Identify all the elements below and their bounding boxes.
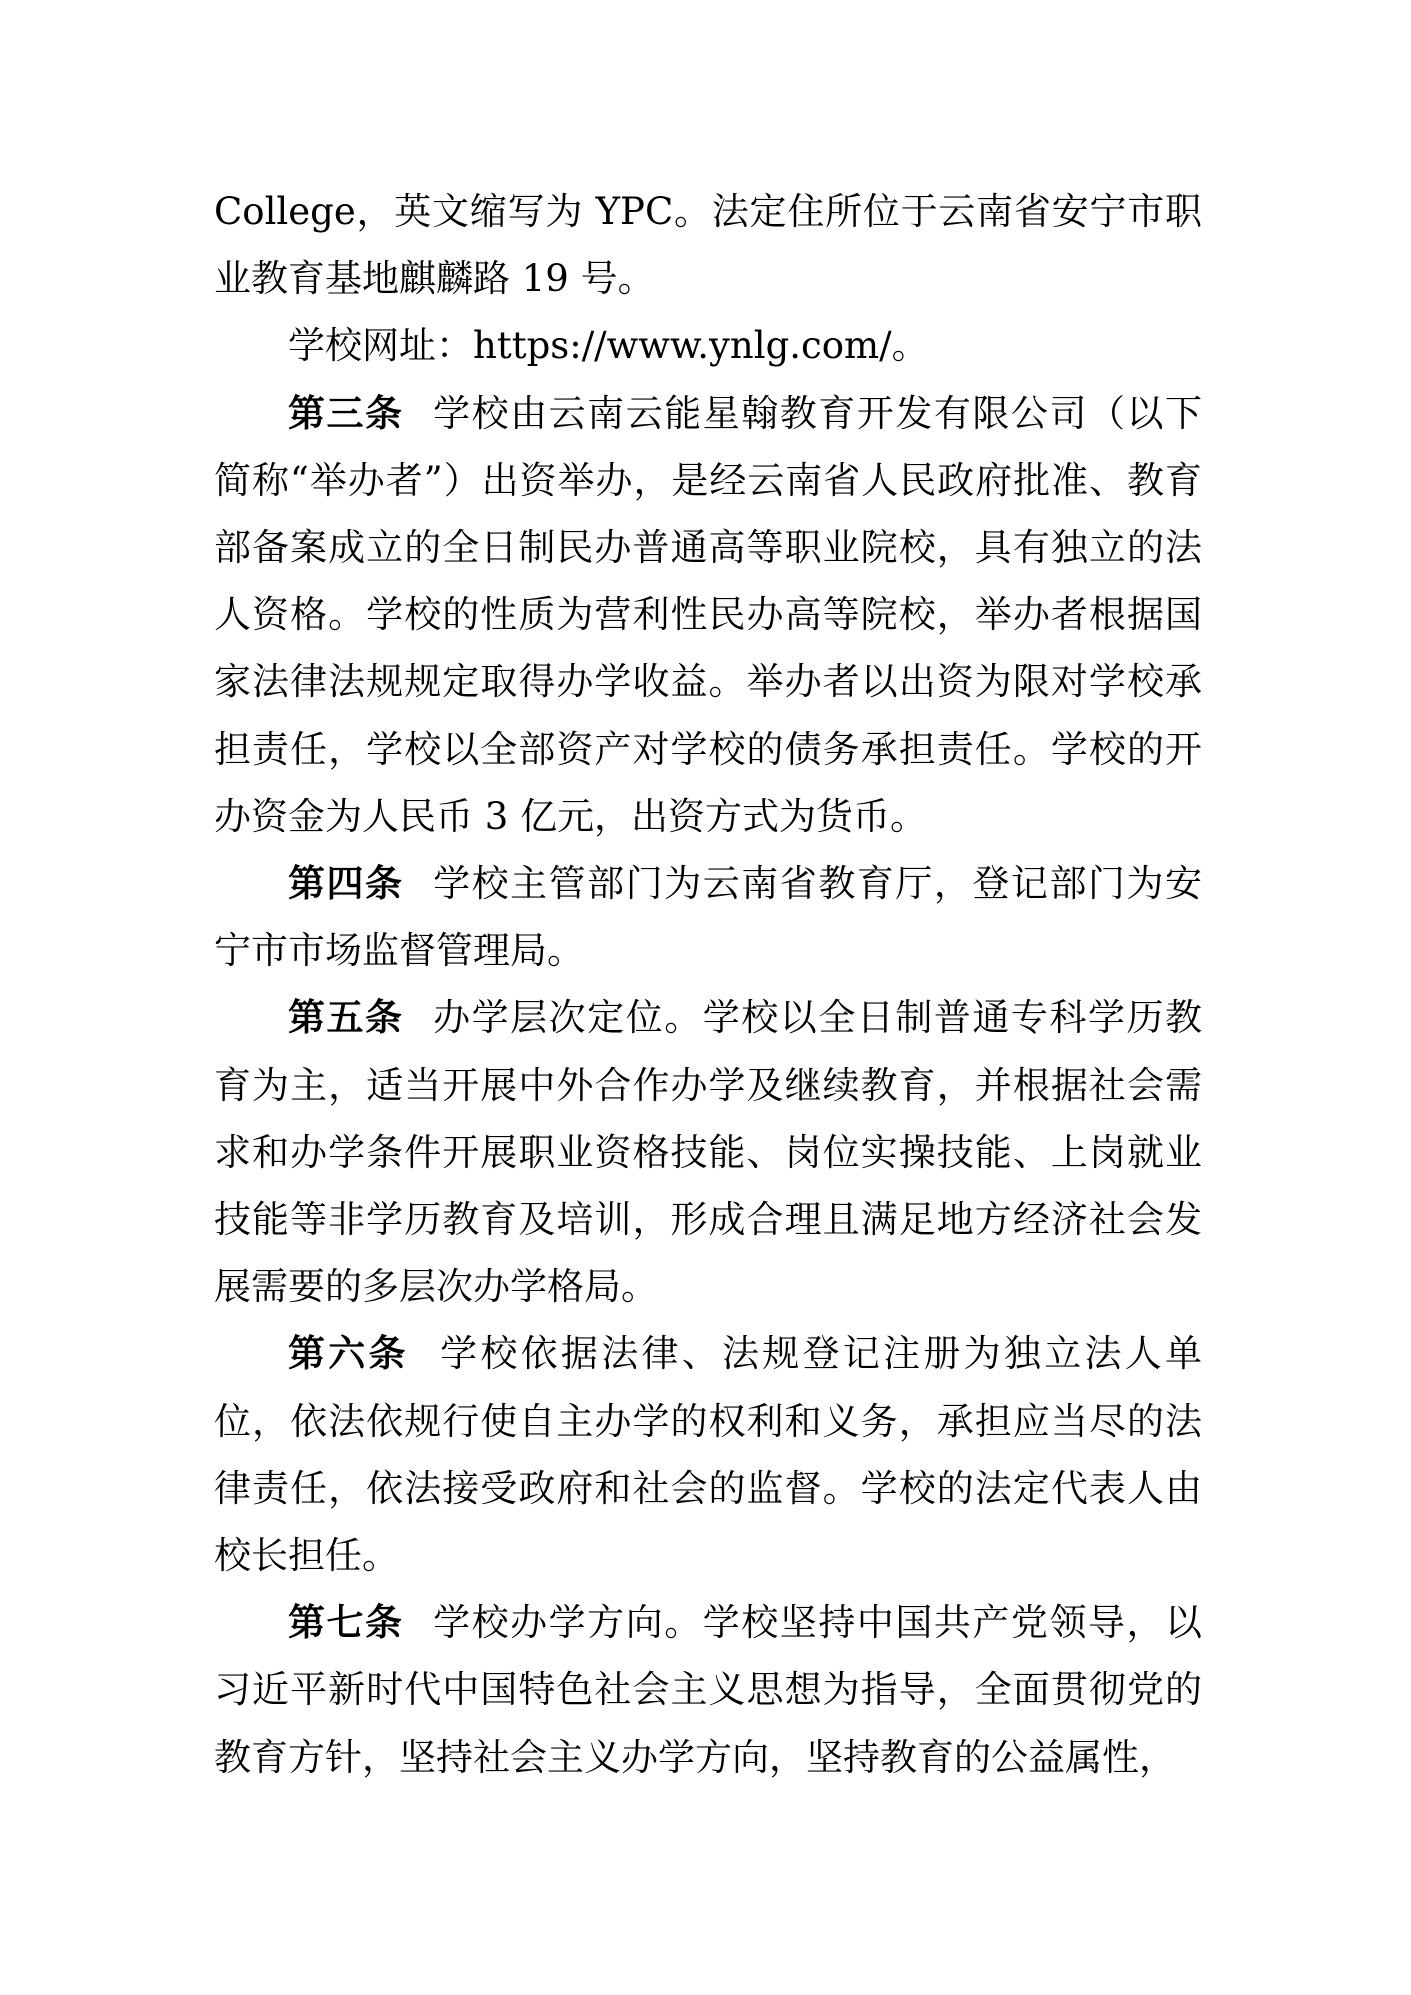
article-text: 学校办学方向。学校坚持中国共产党领导，以习近平新时代中国特色社会主义思想为指导，全面贯彻党的教育方针，坚持社会主义办学方向，坚持教育的公益属性， <box>214 1601 1203 1779</box>
article-heading: 第七条 <box>288 1601 404 1645</box>
paragraph-text: 学校网址：https://www.ynlg.com/。 <box>288 324 929 368</box>
article-heading: 第四条 <box>288 862 404 906</box>
article-heading: 第六条 <box>288 1332 409 1376</box>
document-page <box>214 178 1202 1791</box>
article-text: 学校主管部门为云南省教育厅，登记部门为安宁市市场监督管理局。 <box>214 862 1203 973</box>
article-7 <box>214 1589 1202 1791</box>
paragraph-school-website <box>214 312 1202 379</box>
article-heading: 第五条 <box>288 996 404 1040</box>
article-text: 办学层次定位。学校以全日制普通专科学历教育为主，适当开展中外合作办学及继续教育，并根据社会需求和办学条件开展职业资格技能、岗位实操技能、上岗就业技能等非学历教育及培训，形成合理且满足地方经济社会发展需要的多层次办学格局。 <box>214 996 1203 1309</box>
article-4 <box>214 850 1202 984</box>
article-5 <box>214 984 1202 1320</box>
article-heading: 第三条 <box>288 391 404 435</box>
paragraph-text: College，英文缩写为 YPC。法定住所位于云南省安宁市职业教育基地麒麟路 19 号。 <box>214 190 1202 301</box>
article-text: 学校由云南云能星翰教育开发有限公司（以下简称“举办者”）出资举办，是经云南省人民政府批准、教育部备案成立的全日制民办普通高等职业院校，具有独立的法人资格。学校的性质为营利性民办高等院校，举办者根据国家法律法规规定取得办学收益。举办者以出资为限对学校承担责任，学校以全部资产对学校的债务承担责任。学校的开办资金为人民币 3 亿元，出资方式为货币。 <box>214 391 1203 838</box>
paragraph-school-name-continued <box>214 178 1202 312</box>
article-text: 学校依据法律、法规登记注册为独立法人单位，依法依规行使自主办学的权利和义务，承担应当尽的法律责任，依法接受政府和社会的监督。学校的法定代表人由校长担任。 <box>214 1332 1203 1578</box>
article-3 <box>214 380 1202 850</box>
article-6 <box>214 1320 1202 1589</box>
